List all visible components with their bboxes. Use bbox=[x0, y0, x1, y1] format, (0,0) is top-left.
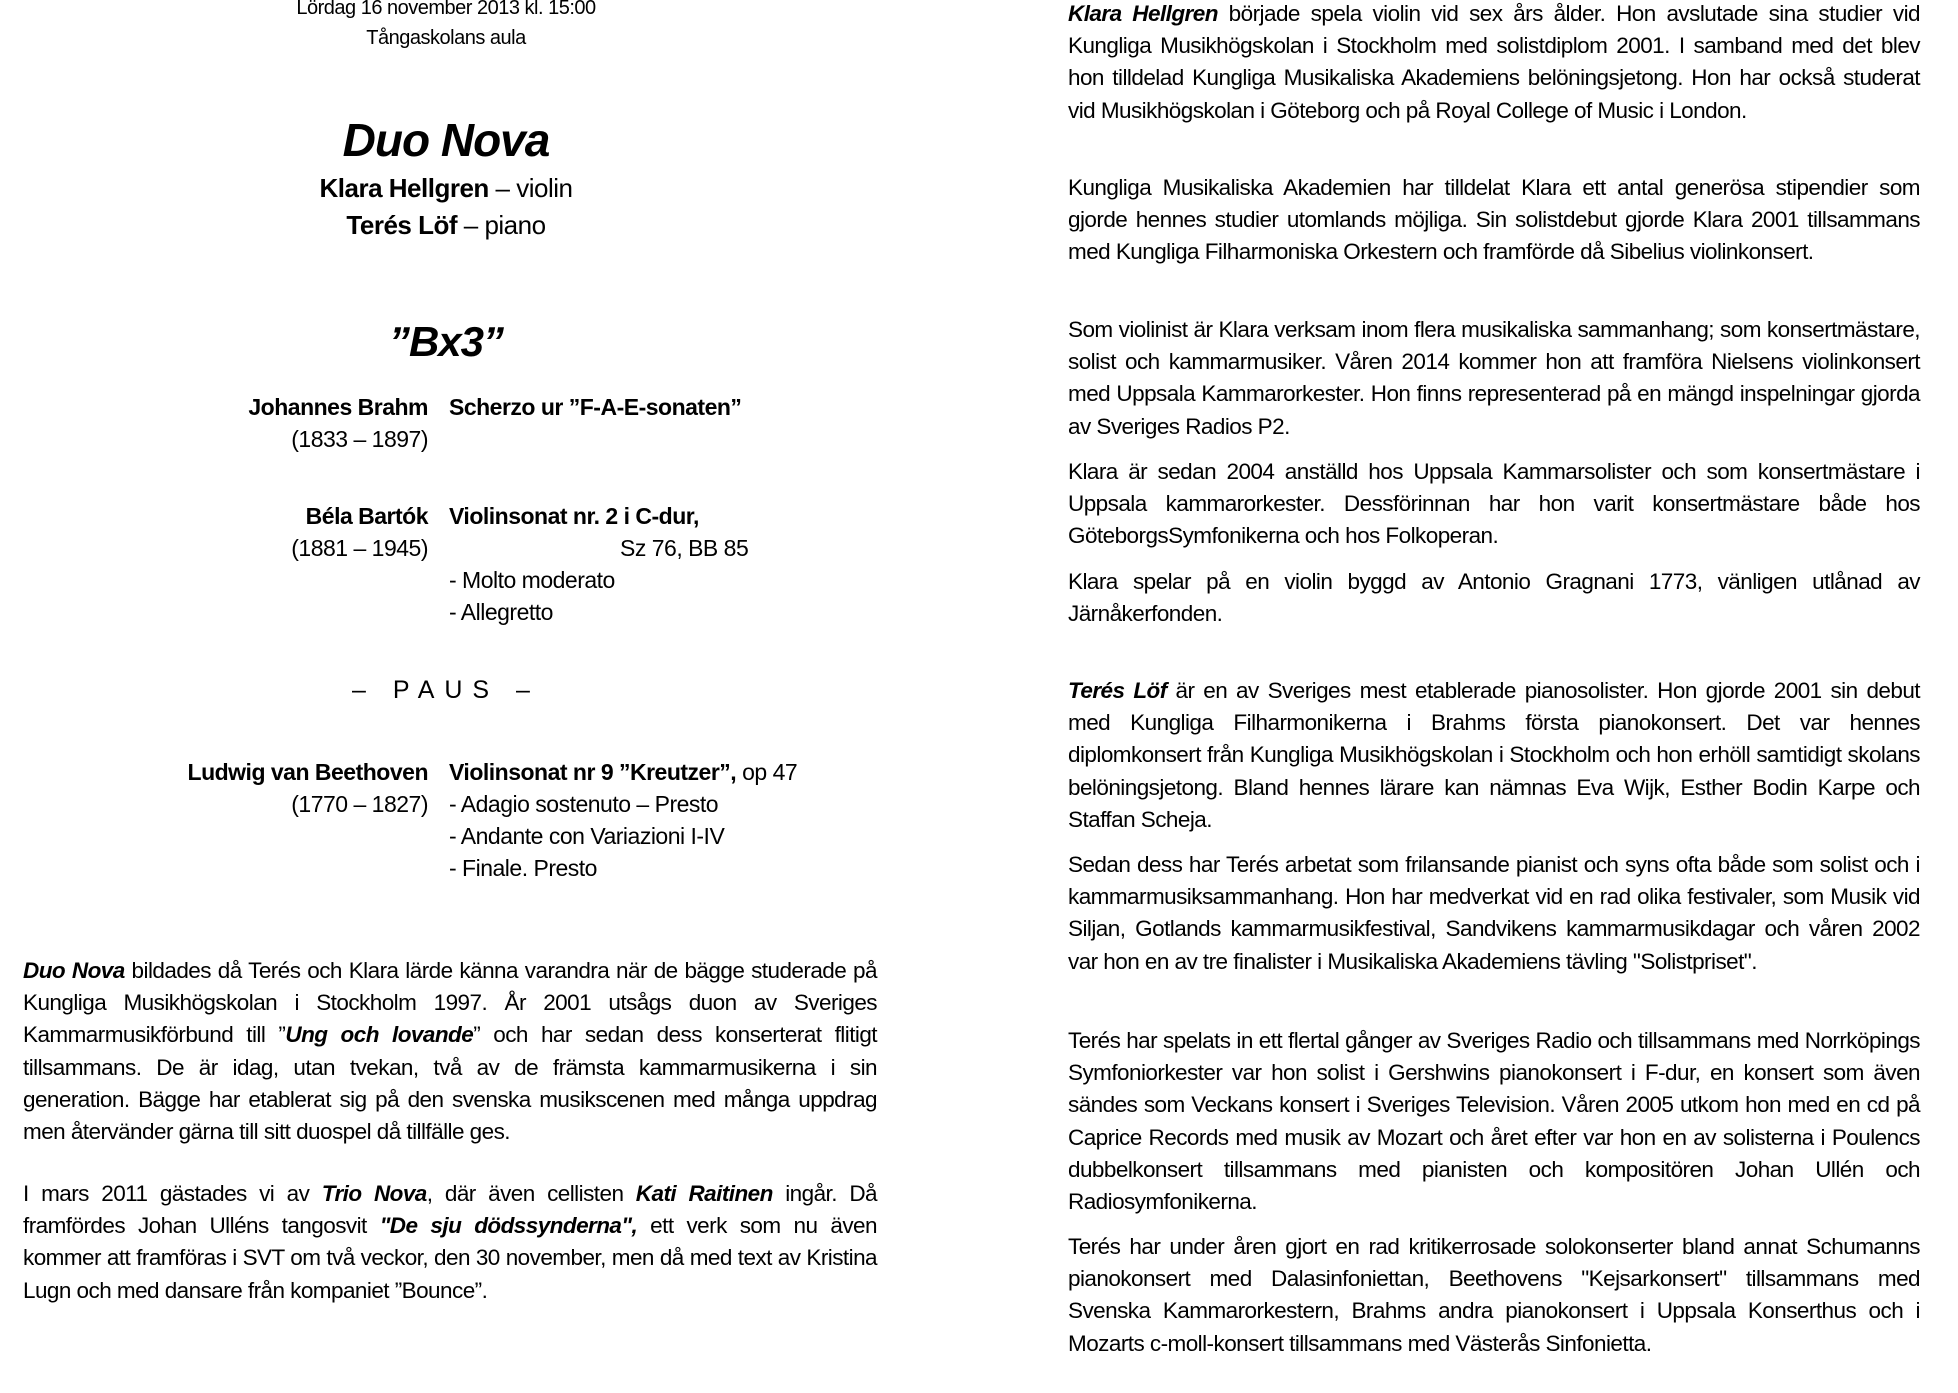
work-title-line bbox=[449, 756, 797, 788]
work-title: Violinsonat nr 9 ”Kreutzer”, bbox=[449, 759, 737, 785]
performer-violin bbox=[0, 173, 892, 204]
bio-klara-paragraph-1 bbox=[1068, 0, 1920, 127]
movement: - Adagio sostenuto – Presto bbox=[449, 791, 719, 817]
about-duo-paragraph-1 bbox=[23, 955, 877, 1148]
movement: - Molto moderato bbox=[449, 567, 615, 593]
bio-teres-paragraph-4: Terés har under åren gjort en rad kritikerrosade solokonserter bland annat Schumanns pianokonsert med Dalasinfoniettan, Beethovens "Kejsarkonsert" tillsammans med Svenska Kammarorkestern, Brahms andra pianokonsert i Uppsala Konserthus och i Mozarts c-moll-konsert tillsammans med Västerås Sinfonietta. bbox=[1068, 1234, 1920, 1356]
composer-years: (1770 – 1827) bbox=[291, 791, 428, 817]
bio-teres-paragraph-2: Sedan dess har Terés arbetat som frilansande pianist och syns ofta både som solist och i kammarmusiksammanhang. Hon har medverkat vid en rad olika festivaler, som Musik vid Siljan, Gotlands kammarmusikfestival, Sandvikens kammarmusikdagar och våren 2002 var hon en av tre finalister i Musikaliska Akademiens tävling "Solistpriset". bbox=[1068, 852, 1920, 974]
work-catalog: Sz 76, BB 85 bbox=[620, 535, 749, 561]
lead-name: Terés Löf bbox=[1068, 678, 1167, 703]
lead-name: Klara Hellgren bbox=[1068, 1, 1218, 26]
ensemble-name: Duo Nova bbox=[342, 114, 550, 166]
work-title: Violinsonat nr. 2 i C-dur, bbox=[449, 503, 699, 529]
emphasis-text: Kati Raitinen bbox=[635, 1181, 773, 1206]
paragraph-text: I mars 2011 gästades vi av bbox=[23, 1181, 322, 1206]
paragraph-text: började spela violin vid sex års ålder. Hon avslutade sina studier vid Kungliga Musikhögskolan i Stockholm med solistdiplom 2001. I samband med det blev hon tilldelad Kungliga Musikaliska Akademiens belöningsjetong. Hon har också studerat vid Musikhögskolan i Göteborg och på Royal College of Music i London. bbox=[1068, 1, 1920, 123]
bio-teres-paragraph-1 bbox=[1068, 675, 1920, 836]
composer-name: Ludwig van Beethoven bbox=[187, 759, 428, 785]
paragraph-text: , där även cellisten bbox=[426, 1181, 636, 1206]
paragraph-text: ” och har sedan dess konserterat flitigt tillsammans. De är idag, utan tvekan, två av de främsta kammarmusikerna i sin generation. Bägge har etablerat sig på den svenska musikscenen med många uppdrag men återvänder gärna till sitt duospel då tillfälle ges. bbox=[23, 1022, 878, 1145]
program-title: ”Bx3” bbox=[388, 318, 504, 365]
emphasis-text: Trio Nova bbox=[321, 1181, 427, 1206]
performer-instrument: – piano bbox=[463, 210, 546, 240]
performer-name: Terés Löf bbox=[346, 210, 458, 240]
movement: - Andante con Variazioni I-IV bbox=[449, 823, 725, 849]
work-title: Scherzo ur ”F-A-E-sonaten” bbox=[449, 394, 742, 420]
bio-klara-paragraph-5: Klara spelar på en violin byggd av Antonio Gragnani 1773, vänligen utlånad av Järnåkerfonden. bbox=[1068, 569, 1920, 627]
paragraph-text: ingår. Då framfördes Johan Ulléns tangosvit bbox=[23, 1181, 878, 1239]
performer-name: Klara Hellgren bbox=[319, 173, 489, 203]
work-opus: op 47 bbox=[736, 759, 798, 785]
performer-piano bbox=[0, 210, 892, 241]
bio-klara-paragraph-4: Klara är sedan 2004 anställd hos Uppsala Kammarsolister och som konsertmästare i Uppsala kammarorkester. Dessförinnan har hon varit konsertmästare både hos GöteborgsSymfonikerna och hos Folkoperan. bbox=[1068, 459, 1920, 549]
composer-years: (1881 – 1945) bbox=[291, 535, 428, 561]
performer-instrument: – violin bbox=[495, 173, 573, 203]
about-duo-paragraph-2 bbox=[23, 1178, 877, 1307]
concert-venue: Tångaskolans aula bbox=[366, 27, 526, 49]
bio-klara-paragraph-2: Kungliga Musikaliska Akademien har tilldelat Klara ett antal generösa stipendier som gjorde hennes studier utomlands möjliga. Sin solistdebut gjorde Klara 2001 tillsammans med Kungliga Filharmoniska Orkestern och framförde då Sibelius violinkonsert. bbox=[1068, 175, 1920, 265]
bio-teres-paragraph-3: Terés har spelats in ett flertal gånger av Sveriges Radio och tillsammans med Norrköpings Symfoniorkester var hon solist i Gershwins pianokonsert i F-dur, en konsert som även sändes som Veckans konsert i Sveriges Television. Våren 2005 utkom hon med en cd på Caprice Records med musik av Mozart och året efter var hon en av solisterna i Poulencs dubbelkonsert tillsammans med pianisten och kompositören Johan Ullén och Radiosymfonikerna. bbox=[1068, 1028, 1920, 1215]
paragraph-text: är en av Sveriges mest etablerade pianosolister. Hon gjorde 2001 sin debut med Kungliga Filharmonikerna i Brahms första pianokonsert. Det var hennes diplomkonsert från Kungliga Musikhögskolan i Stockholm och hon erhöll samtidigt skolans belöningsjetong. Bland hennes lärare kan nämnas Eva Wijk, Esther Bodin Karpe och Staffan Scheja. bbox=[1068, 678, 1920, 832]
lead-name: Duo Nova bbox=[23, 958, 125, 983]
emphasis-text: Ung och lovande bbox=[285, 1022, 474, 1048]
composer-years: (1833 – 1897) bbox=[291, 426, 428, 452]
paragraph-text: bildades då Terés och Klara lärde känna varandra när de bägge studerade på Kungliga Musikhögskolan i Stockholm 1997. År 2001 utsågs duon av Sveriges Kammarmusikförbund till ” bbox=[23, 958, 877, 1048]
emphasis-text: "De sju dödssynderna", bbox=[379, 1213, 638, 1239]
movement: - Allegretto bbox=[449, 599, 553, 625]
paragraph-text: ett verk som nu även kommer att framföras i SVT om två veckor, den 30 november, men då med text av Kristina Lugn och med dansare från kompaniet ”Bounce”. bbox=[23, 1213, 877, 1303]
concert-date-time: Lördag 16 november 2013 kl. 15:00 bbox=[296, 0, 596, 19]
composer-name: Johannes Brahm bbox=[248, 394, 428, 420]
composer-name: Béla Bartók bbox=[305, 503, 428, 529]
movement: - Finale. Presto bbox=[449, 855, 597, 881]
intermission-label: – PAUS – bbox=[352, 676, 540, 704]
bio-klara-paragraph-3: Som violinist är Klara verksam inom flera musikaliska sammanhang; som konsertmästare, solist och kammarmusiker. Våren 2014 kommer hon att framföra Nielsens violinkonsert med Uppsala Kammarorkester. Hon finns representerad på en mängd inspelningar gjorda av Sveriges Radios P2. bbox=[1068, 317, 1920, 439]
